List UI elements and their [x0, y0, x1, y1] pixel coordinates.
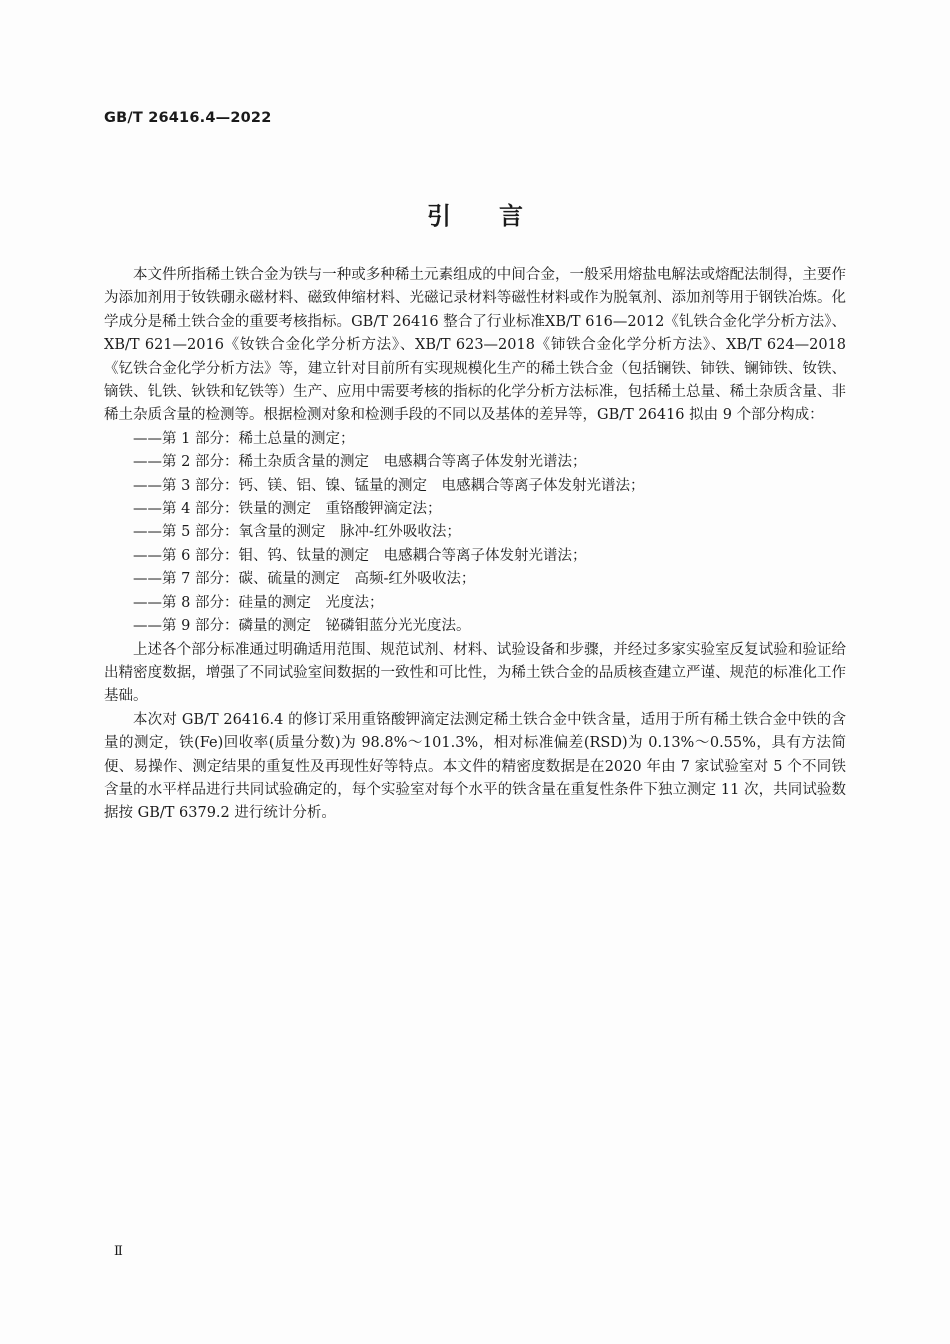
page-number: Ⅱ: [114, 1244, 123, 1259]
revision-paragraph: 本次对 GB/T 26416.4 的修订采用重铬酸钾滴定法测定稀土铁合金中铁含量，适用于所有稀土铁合金中铁的含量的测定，铁(Fe)回收率(质量分数)为 98.8%～101.3%，相对标准偏差(RSD)为 0.13%～0.55%，具有方法简便、易操作、测定结果的重复性及再现性好等特点。本文件的精密度数据是在2020 年由 7 家试验室对 5 个不同铁含量的水平样品进行共同试验确定的，每个实验室对每个水平的铁含量在重复性条件下独立测定 11 次，共同试验数据按 GB/T 6379.2 进行统计分析。: [104, 711, 846, 822]
summary-paragraph: 上述各个部分标准通过明确适用范围、规范试剂、材料、试验设备和步骤，并经过多家实验室反复试验和验证给出精密度数据，增强了不同试验室间数据的一致性和可比性，为稀土铁合金的品质核查建立严谨、规范的标准化工作基础。: [104, 641, 846, 705]
list-item: ——第 5 部分：氧含量的测定 脉冲-红外吸收法；: [133, 524, 461, 541]
introduction-body: [104, 264, 846, 826]
list-item: ——第 8 部分：硅量的测定 光度法；: [133, 594, 384, 611]
parts-list: [104, 428, 846, 639]
page-title: 引言: [427, 202, 571, 230]
intro-paragraph: 本文件所指稀土铁合金为铁与一种或多种稀土元素组成的中间合金，一般采用熔盐电解法或熔配法制得，主要作为添加剂用于钕铁硼永磁材料、磁致伸缩材料、光磁记录材料等磁性材料或作为脱氧剂、添加剂等用于钢铁冶炼。化学成分是稀土铁合金的重要考核指标。GB/T 26416 整合了行业标准XB/T 616—2012《钆铁合金化学分析方法》、XB/T 621—2016《钕铁合金化学分析方法》、XB/T 623—2018《铈铁合金化学分析方法》、XB/T 624—2018《钇铁合金化学分析方法》等，建立针对目前所有实现规模化生产的稀土铁合金（包括镧铁、铈铁、镧铈铁、钕铁、镝铁、钆铁、钬铁和钇铁等）生产、应用中需要考核的指标的化学分析方法标准，包括稀土总量、稀土杂质含量、非稀土杂质含量的检测等。根据检测对象和检测手段的不同以及基体的差异等，GB/T 26416 拟由 9 个部分构成：: [104, 267, 846, 424]
list-item: ——第 2 部分：稀土杂质含量的测定 电感耦合等离子体发射光谱法；: [133, 454, 587, 471]
list-item: ——第 3 部分：钙、镁、铝、镍、锰量的测定 电感耦合等离子体发射光谱法；: [133, 477, 645, 494]
list-item: ——第 9 部分：磷量的测定 铋磷钼蓝分光光度法。: [133, 618, 471, 635]
standard-code-header: GB/T 26416.4—2022: [104, 110, 272, 126]
list-item: ——第 7 部分：碳、硫量的测定 高频-红外吸收法；: [133, 571, 476, 588]
list-item: ——第 6 部分：钼、钨、钛量的测定 电感耦合等离子体发射光谱法；: [133, 547, 587, 564]
list-item: ——第 1 部分：稀土总量的测定；: [133, 430, 355, 447]
list-item: ——第 4 部分：铁量的测定 重铬酸钾滴定法；: [133, 501, 442, 518]
